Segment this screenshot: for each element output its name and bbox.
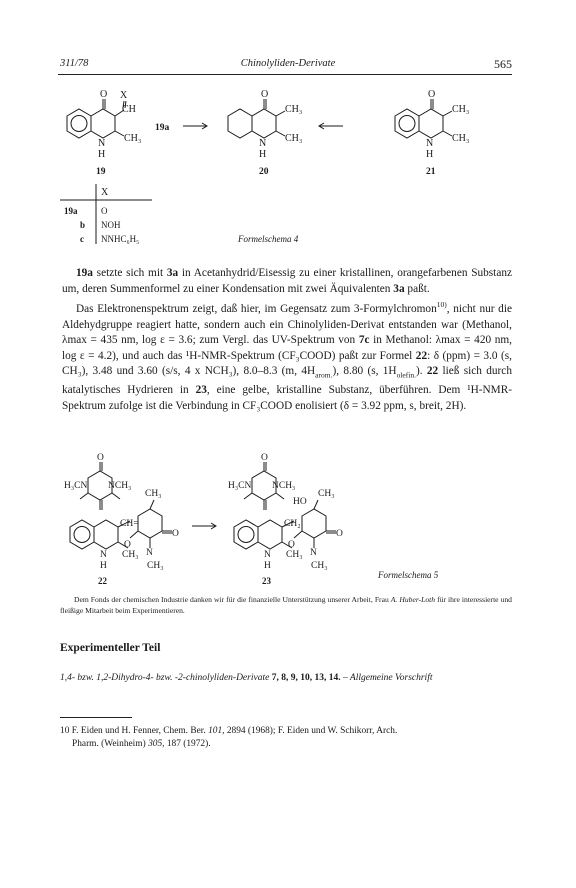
c22-O: O [97, 453, 104, 463]
compound-22-rings [70, 462, 172, 549]
c20-H: H [259, 149, 267, 160]
c19-H: H [98, 149, 106, 160]
c22-CH: CH= [120, 519, 139, 529]
c23-O: O [261, 453, 268, 463]
c21-N: N [426, 138, 434, 149]
c23-number: 23 [262, 576, 271, 586]
c20-CH3a: CH₃ [285, 104, 303, 115]
c22-CH3ring: CH₃ [122, 550, 139, 560]
table-header-x: X [101, 187, 109, 198]
c23-CH3ring: CH₃ [286, 550, 303, 560]
c21-CH3a: CH₃ [452, 104, 470, 115]
footnote: 10 F. Eiden und H. Fenner, Chem. Ber. 101, 2894 (1968); F. Eiden und W. Schikorr, Arch. Pharm. (Weinheim) 305, 187 (1972). [60, 726, 398, 749]
c19-X: X [120, 90, 128, 101]
c21-H: H [426, 149, 434, 160]
c23-N: N [264, 550, 271, 560]
footnote-rule [60, 717, 132, 718]
paragraph-1: 19a setzte sich mit 3a in Acetanhydrid/Eisessig zu einer kristallinen, orangefarbenen Substanz um, deren Summenformel zu einer Kondensation mit zwei Äquivalenten 3a paßt. [62, 267, 513, 295]
c20-CH3b: CH₃ [285, 133, 303, 144]
section-title: Experimenteller Teil [60, 642, 161, 654]
c20-N: N [259, 138, 267, 149]
c23-HO: HO [293, 497, 307, 507]
c22-H3CN: H₃CN [64, 481, 88, 491]
compound-20-rings [228, 99, 285, 138]
header-title: Chinolyliden-Derivate [240, 58, 336, 69]
body-text [62, 266, 512, 414]
c22-NCH3: NCH₃ [108, 481, 132, 491]
c22-H: H [100, 561, 107, 571]
c22-CH3top: CH₃ [145, 489, 162, 499]
c22-CH3r: CH₃ [147, 561, 164, 571]
c19-CH: CH [122, 104, 136, 115]
c23-CH3top: CH₃ [318, 489, 335, 499]
paragraph-2: Das Elektronenspektrum zeigt, daß hier, im Gegensatz zum 3-Formylchromon$^{10)}$, nicht nur die Aldehydgruppe reagiert hatte, sondern auch ein Chinolyliden-Derivat entstanden war (Methanol, λmax = 435 nm, log ε = 3.6; zum Vergl. das UV-Spektrum von 7c in Methanol: λmax = 420 nm, log ε = 4.2), und auch das ¹H-NMR-Spektrum (CF₃COOD) paßt zur Formel 22: δ (ppm) = 3.0 (s, CH₃), 3.48 und 3.60 (s/s, 4 x NCH₃), 8.0–8.3 (m, $4H_{arom.}$), 8.80 (s, $1H_{olefin.}$). 22 ließ sich durch katalytisches Hydrieren in 23, eine gelbe, kristalline Substanz, überführen. Dem ¹H-NMR-Spektrum zufolge ist die Verbindung in CF₃COOD enolisiert (δ = 3.92 ppm, s, breit, 2H). [62, 300, 513, 412]
c23-O3: O [288, 540, 295, 550]
c21-O: O [428, 89, 436, 100]
c23-N2: N [310, 548, 317, 558]
c23-CH2: CH₂ [284, 519, 301, 529]
header-issue: 311/78 [60, 58, 89, 69]
table-row-label-a: 19a [64, 206, 78, 216]
table-row-value-c: NNHC₆H₅ [101, 234, 140, 244]
table-row-value-b: NOH [101, 220, 121, 230]
compound-19-rings [67, 99, 126, 138]
compound-21-rings [395, 99, 452, 138]
c22-number: 22 [98, 576, 107, 586]
c21-CH3b: CH₃ [452, 133, 470, 144]
c23-O2: O [336, 529, 343, 539]
c23-H3CN: H₃CN [228, 481, 252, 491]
acknowledgement: Dem Fonds der chemischen Industrie danken wir für die finanzielle Unterstützung unserer Arbeit, Frau A. Huber-Loth für ihre interessierte und fleißige Mitarbeit beim Experimentieren. [60, 595, 512, 615]
table-row-label-c: c [80, 234, 84, 244]
formelschema-4-structures [0, 0, 576, 250]
compound-23-rings [234, 462, 336, 549]
table-row-value-a: O [101, 206, 108, 216]
arrow-reagent: 19a [155, 123, 170, 133]
c19-CH3: CH₃ [124, 133, 142, 144]
c22-O3: O [124, 540, 131, 550]
scheme4-label: Formelschema 4 [238, 234, 299, 244]
c23-CH3r: CH₃ [311, 561, 328, 571]
c20-number: 20 [259, 167, 269, 177]
section-subtitle: 1,4- bzw. 1,2-Dihydro-4- bzw. -2-chinolyliden-Derivate 7, 8, 9, 10, 13, 14. – Allgemeine Vorschrift [60, 673, 433, 683]
page-number: 565 [494, 57, 512, 71]
c22-N: N [100, 550, 107, 560]
c23-H: H [264, 561, 271, 571]
c22-O2: O [172, 529, 179, 539]
scheme5-label: Formelschema 5 [378, 570, 439, 580]
c22-N2: N [146, 548, 153, 558]
formelschema-5-structures [0, 450, 576, 590]
c23-NCH3: NCH₃ [272, 481, 296, 491]
c19-N: N [98, 138, 106, 149]
c20-O: O [261, 89, 269, 100]
table-row-label-b: b [80, 220, 86, 230]
c19-O: O [100, 89, 108, 100]
c21-number: 21 [426, 167, 436, 177]
c19-number: 19 [96, 167, 106, 177]
